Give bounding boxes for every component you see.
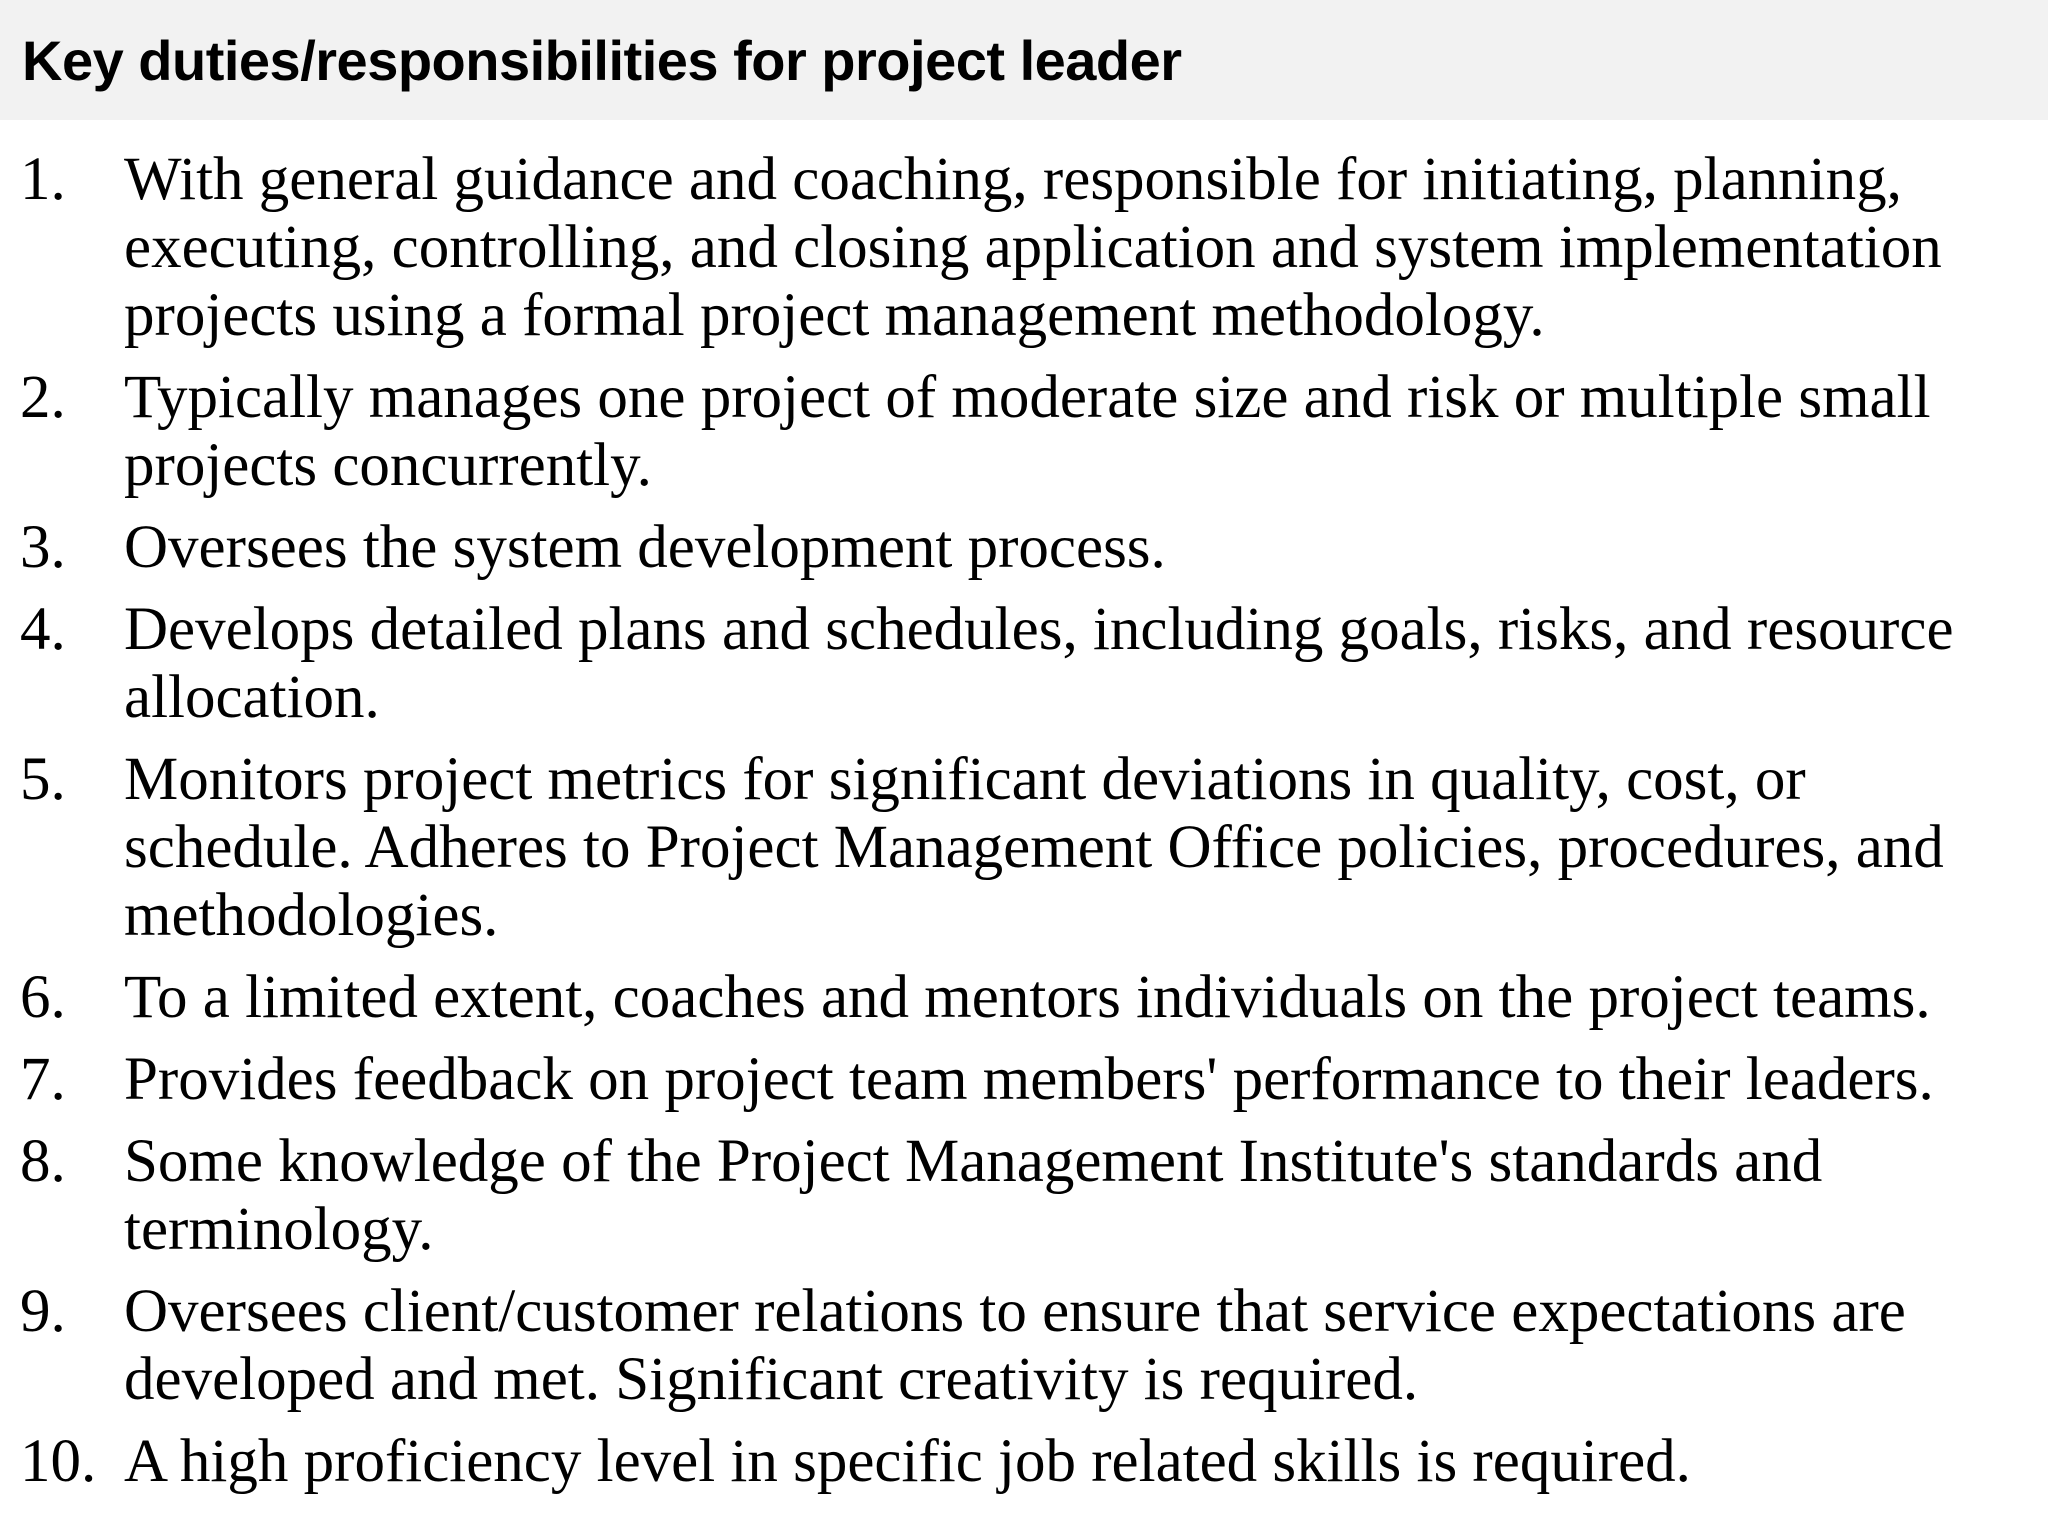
list-item: [0, 146, 2048, 350]
item-number: 7.: [20, 1046, 66, 1113]
page-title: Key duties/responsibilities for project leader: [22, 28, 1182, 92]
item-text: Some knowledge of the Project Management Institute's standards and terminology.: [124, 1128, 1823, 1263]
title-bar: [0, 0, 2048, 120]
list-item: [0, 1278, 2048, 1414]
duties-list: [0, 146, 2048, 1510]
item-text: Provides feedback on project team members' performance to their leaders.: [124, 1046, 1934, 1113]
item-text: A high proficiency level in specific job related skills is required.: [124, 1428, 1691, 1495]
item-text: With general guidance and coaching, responsible for initiating, planning, executing, controlling, and closing application and system implementation projects using a formal project management methodology.: [124, 146, 1942, 349]
item-text: Typically manages one project of moderate size and risk or multiple small projects concurrently.: [124, 364, 1931, 499]
item-number: 2.: [20, 364, 66, 431]
item-number: 5.: [20, 746, 66, 813]
item-number: 3.: [20, 514, 66, 581]
item-number: 6.: [20, 964, 66, 1031]
item-number: 8.: [20, 1128, 66, 1195]
list-item: [0, 964, 2048, 1032]
item-number: 9.: [20, 1278, 66, 1345]
item-text: Oversees the system development process.: [124, 514, 1166, 581]
item-text: Monitors project metrics for significant deviations in quality, cost, or schedule. Adheres to Project Management Office policies, procedures, and methodologies.: [124, 746, 1944, 949]
list-item: [0, 514, 2048, 582]
list-item: [0, 364, 2048, 500]
list-item: [0, 1128, 2048, 1264]
item-number: 10.: [20, 1428, 97, 1495]
list-item: [0, 1428, 2048, 1496]
list-item: [0, 746, 2048, 950]
item-text: Oversees client/customer relations to ensure that service expectations are developed and met. Significant creativity is required.: [124, 1278, 1906, 1413]
list-item: [0, 1046, 2048, 1114]
item-text: To a limited extent, coaches and mentors individuals on the project teams.: [124, 964, 1931, 1031]
item-number: 4.: [20, 596, 66, 663]
list-item: [0, 596, 2048, 732]
item-text: Develops detailed plans and schedules, including goals, risks, and resource allocation.: [124, 596, 1954, 731]
item-number: 1.: [20, 146, 66, 213]
